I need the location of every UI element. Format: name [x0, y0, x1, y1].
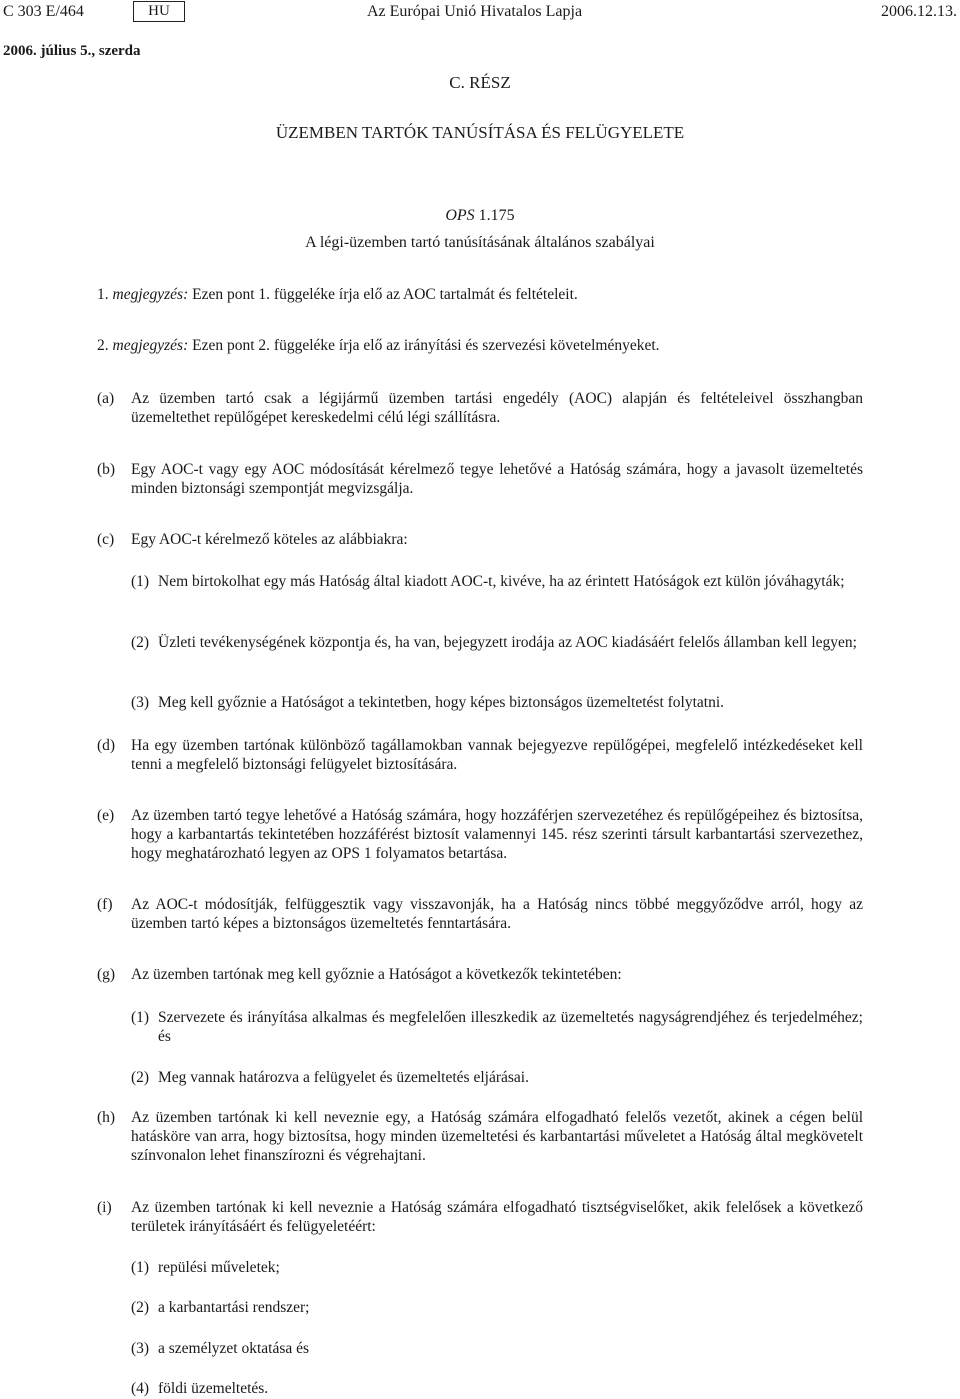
paragraph-g-subitem-2 [131, 1068, 863, 1087]
paragraph-marker: (h) [97, 1109, 116, 1126]
subitem-marker: (2) [131, 634, 150, 651]
paragraph-marker: (f) [97, 896, 113, 913]
page-header [0, 0, 960, 26]
publication-date: 2006.12.13. [881, 3, 957, 20]
paragraph-a [97, 389, 863, 427]
note-2 [97, 337, 660, 355]
paragraph-text: Az üzemben tartó tegye lehetővé a Hatóság számára, hogy hozzáférjen szervezetéhez és repülőgépeihez és biztosítsa, hogy a karbantartás tekintetében hozzáférést biztosít valamennyi 145. rész szerinti társult karbantartási szervezethez, hogy meghatározható legyen az OPS 1 folyamatos betartása. [131, 807, 863, 862]
paragraph-text: Ha egy üzemben tartónak különböző tagállamokban vannak bejegyezve repülőgépei, megfelelő intézkedéseket kell tenni a megfelelő biztonsági felügyelet biztosítására. [131, 737, 863, 773]
paragraph-text: Egy AOC-t vagy egy AOC módosítását kérelmező tegye lehetővé a Hatóság számára, hogy a javasolt üzemeltetés minden biztonsági szempontját megvizsgálja. [131, 461, 863, 497]
subitem-marker: (2) [131, 1069, 150, 1086]
paragraph-f [97, 895, 863, 933]
paragraph-c-subitem-2 [131, 633, 863, 652]
subitem-text: a személyzet oktatása és [158, 1340, 310, 1357]
paragraph-i [97, 1198, 863, 1236]
session-date: 2006. július 5., szerda [3, 43, 141, 59]
subitem-marker: (2) [131, 1299, 150, 1316]
subitem-marker: (1) [131, 573, 150, 590]
paragraph-i-subitem-2 [131, 1298, 863, 1317]
paragraph-marker: (d) [97, 737, 116, 754]
page-reference: C 303 E/464 [3, 3, 84, 20]
note-number: 2. [97, 337, 109, 354]
subitem-text: Szervezete és irányítása alkalmas és megfelelően illeszkedik az üzemeltetés nagyságrendjéhez és terjedelméhez; és [158, 1009, 863, 1045]
note-label: megjegyzés: [112, 337, 189, 354]
paragraph-h [97, 1108, 863, 1165]
section-title: ÜZEMBEN TARTÓK TANÚSÍTÁSA ÉS FELÜGYELETE [275, 123, 685, 142]
note-number: 1. [97, 286, 109, 303]
paragraph-d [97, 736, 863, 774]
paragraph-i-subitem-1 [131, 1258, 863, 1277]
subitem-marker: (4) [131, 1380, 150, 1397]
paragraph-i-subitem-3 [131, 1339, 863, 1358]
subitem-text: repülési műveletek; [158, 1259, 280, 1276]
paragraph-marker: (a) [97, 390, 115, 407]
subitem-text: Meg kell győznie a Hatóságot a tekintetben, hogy képes biztonságos üzemeltetést folytatni. [158, 694, 725, 711]
rule-code: OPS [445, 207, 475, 224]
part-heading: C. RÉSZ [449, 73, 511, 92]
paragraph-text: Az üzemben tartónak ki kell neveznie a Hatóság számára elfogadható tisztségviselőket, akik felelősek a következő területek irányításáért és felügyeletéért: [131, 1199, 863, 1235]
subitem-marker: (3) [131, 1340, 150, 1357]
subitem-text: Meg vannak határozva a felügyelet és üzemeltetés eljárásai. [158, 1069, 529, 1086]
paragraph-c [97, 530, 863, 549]
paragraph-text: Az üzemben tartónak ki kell neveznie egy, a Hatóság számára elfogadható felelős vezetőt, akinek a cégen belül hatásköre van arra, hogy biztosítsa, hogy minden üzemeltetési és karbantartási műveletet a Hatóság által megkövetelt színvonalon lehet finanszírozni és végrehajtani. [131, 1109, 863, 1164]
paragraph-e [97, 806, 863, 863]
paragraph-text: Az üzemben tartó csak a légijármű üzemben tartási engedély (AOC) alapján és feltételeivel összhangban üzemeltethet repülőgépet kereskedelmi célú légi szállításra. [131, 390, 863, 426]
paragraph-marker: (b) [97, 461, 116, 478]
paragraph-text: Egy AOC-t kérelmező köteles az alábbiakra: [131, 531, 408, 548]
note-text: Ezen pont 2. függeléke írja elő az irányítási és szervezési követelményeket. [192, 337, 660, 354]
note-1 [97, 286, 578, 304]
note-label: megjegyzés: [112, 286, 189, 303]
paragraph-text: Az üzemben tartónak meg kell győznie a Hatóságot a következők tekintetében: [131, 966, 622, 983]
subitem-text: a karbantartási rendszer; [158, 1299, 310, 1316]
note-text: Ezen pont 1. függeléke írja elő az AOC tartalmát és feltételeit. [192, 286, 578, 303]
paragraph-marker: (e) [97, 807, 115, 824]
paragraph-marker: (g) [97, 966, 116, 983]
subitem-marker: (3) [131, 694, 150, 711]
paragraph-c-subitem-1 [131, 572, 863, 591]
subitem-text: földi üzemeltetés. [158, 1380, 269, 1397]
rule-title: A légi-üzemben tartó tanúsításának általános szabályai [305, 234, 655, 251]
paragraph-marker: (i) [97, 1199, 112, 1216]
subitem-marker: (1) [131, 1009, 150, 1026]
paragraph-g-subitem-1 [131, 1008, 863, 1046]
paragraph-i-subitem-4 [131, 1379, 863, 1398]
paragraph-marker: (c) [97, 531, 115, 548]
paragraph-text: Az AOC-t módosítják, felfüggesztik vagy visszavonják, ha a Hatóság nincs többé meggyőződve arról, hogy az üzemben tartó képes a biztonságos üzemeltetés fenntartására. [131, 896, 863, 932]
subitem-marker: (1) [131, 1259, 150, 1276]
paragraph-g [97, 965, 863, 984]
paragraph-c-subitem-3 [131, 693, 863, 712]
language-badge: HU [133, 1, 185, 22]
rule-number [0, 207, 960, 225]
paragraph-b [97, 460, 863, 498]
rule-number-value: 1.175 [478, 207, 515, 224]
subitem-text: Üzleti tevékenységének központja és, ha van, bejegyzett irodája az AOC kiadásáért felelős államban kell legyen; [158, 634, 857, 651]
subitem-text: Nem birtokolhat egy más Hatóság által kiadott AOC-t, kivéve, ha az érintett Hatóságok ezt külön jóváhagyták; [158, 573, 845, 590]
journal-title: Az Európai Unió Hivatalos Lapja [367, 3, 583, 20]
